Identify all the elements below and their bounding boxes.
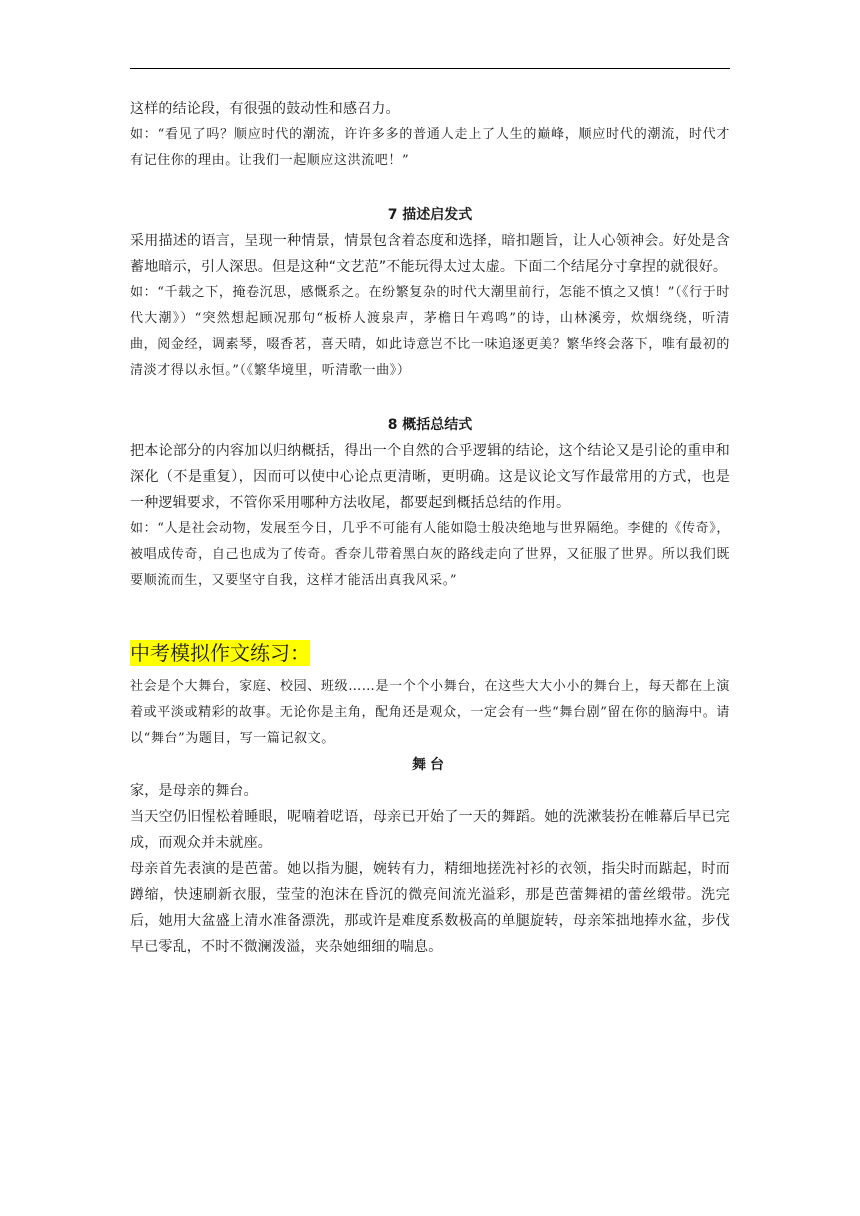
spacer bbox=[130, 594, 730, 638]
page-content bbox=[130, 96, 730, 960]
practice-title-line bbox=[130, 638, 730, 670]
intro-conclusion: 这样的结论段，有很强的鼓动性和感召力。 bbox=[130, 101, 400, 117]
spacer bbox=[130, 174, 730, 202]
essay-paragraph: 母亲首先表演的是芭蕾。她以指为腿，婉转有力，精细地搓洗衬衫的衣领，指尖时而踮起，时而蹲缩，快速刷新衣服，莹莹的泡沫在昏沉的微亮间流光溢彩，那是芭蕾舞裙的蕾丝缎带。洗完后，她用大盆盛上清水准备漂洗，那或许是难度系数极高的单腿旋转，母亲笨拙地捧水盆，步伐早已零乱，不时不微澜泼溢，夹杂她细细的喘息。 bbox=[130, 861, 730, 955]
section-8-example: 如：“人是社会动物，发展至今日，几乎不可能有人能如隐士般决绝地与世界隔绝。李健的《传奇》，被唱成传奇，自己也成为了传奇。香奈儿带着黑白灰的路线走向了世界，又征服了世界。所以我们既要顺流而生，又要坚守自我，这样才能活出真我风采。” bbox=[130, 521, 730, 588]
section-7-body: 采用描述的语言，呈现一种情景，情景包含着态度和选择，暗扣题旨，让人心领神会。好处是含蓄地暗示，引人深思。但是这种“文艺范”不能玩得太过太虚。下面二个结尾分寸拿捏的就很好。 bbox=[130, 233, 730, 275]
essay-title: 舞台 bbox=[412, 757, 448, 773]
spacer bbox=[130, 384, 730, 412]
section-7-example: 如：“千载之下，掩卷沉思，感慨系之。在纷繁复杂的时代大潮里前行，怎能不慎之又慎！”（《行于时代大潮》）“突然想起顾况那句“板桥人渡泉声，茅檐日午鸡鸣”的诗，山林溪旁，炊烟绕绕，听清曲，阅金经，调素琴，啜香茗，喜天晴，如此诗意岂不比一味追逐更美？繁华终会落下，唯有最初的清淡才得以永恒。”（《繁华境里，听清歌一曲》） bbox=[130, 285, 730, 378]
section-7-heading: 7 描述启发式 bbox=[387, 207, 473, 223]
section-8-body: 把本论部分的内容加以归纳概括，得出一个自然的合乎逻辑的结论，这个结论又是引论的重申和深化（不是重复），因而可以使中心论点更清晰，更明确。这是议论文写作最常用的方式，也是一种逻辑要求，不管你采用哪种方法收尾，都要起到概括总结的作用。 bbox=[130, 443, 730, 511]
section-8-heading: 8 概括总结式 bbox=[387, 417, 473, 433]
intro-example: 如：“看见了吗？顺应时代的潮流，许许多多的普通人走上了人生的巅峰，顺应时代的潮流，时代才有记住你的理由。让我们一起顺应这洪流吧！” bbox=[130, 127, 730, 168]
practice-prompt: 社会是个大舞台，家庭、校园、班级……是一个个小舞台，在这些大大小小的舞台上，每天都在上演着或平淡或精彩的故事。无论你是主角，配角还是观众，一定会有一些“舞台剧”留在你的脑海中。请以“舞台”为题目，写一篇记叙文。 bbox=[130, 679, 730, 746]
essay-paragraph: 家，是母亲的舞台。 bbox=[130, 783, 258, 799]
practice-title: 中考模拟作文练习： bbox=[130, 641, 310, 665]
header-rule bbox=[130, 68, 730, 69]
essay-paragraph: 当天空仍旧惺松着睡眼，呢喃着呓语，母亲已开始了一天的舞蹈。她的洗漱装扮在帷幕后早已完成，而观众并未就座。 bbox=[130, 809, 730, 851]
